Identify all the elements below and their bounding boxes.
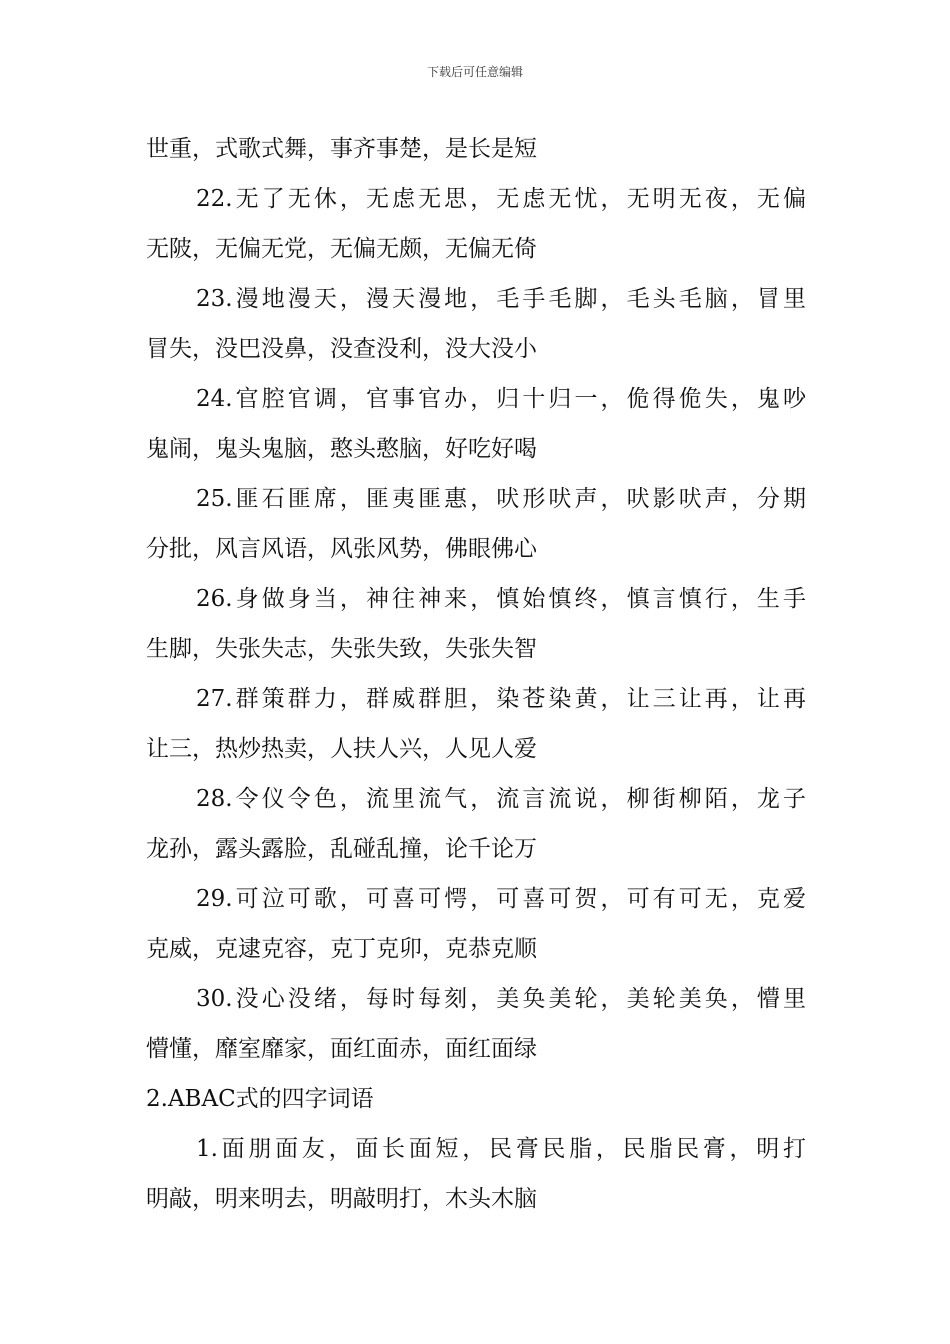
text-line: 鬼闹，鬼头鬼脑，憨头憨脑，好吃好喝 bbox=[146, 436, 537, 462]
text-line: 28.令仪令色，流里流气，流言流说，柳街柳陌，龙子 bbox=[196, 786, 806, 812]
text-line: 25.匪石匪席，匪夷匪惠，吠形吠声，吠影吠声，分期 bbox=[196, 486, 806, 512]
text-line: 22.无了无休，无虑无思，无虑无忧，无明无夜，无偏 bbox=[196, 186, 806, 212]
section-heading: 2.ABAC式的四字词语 bbox=[146, 1086, 374, 1112]
text-line: 明敲，明来明去，明敲明打，木头木脑 bbox=[146, 1186, 537, 1212]
text-line: 29.可泣可歌，可喜可愕，可喜可贺，可有可无，克爱 bbox=[196, 886, 806, 912]
text-line: 23.漫地漫天，漫天漫地，毛手毛脚，毛头毛脑，冒里 bbox=[196, 286, 806, 312]
text-line: 无陂，无偏无党，无偏无颇，无偏无倚 bbox=[146, 236, 537, 262]
text-line: 27.群策群力，群威群胆，染苍染黄，让三让再，让再 bbox=[196, 686, 806, 712]
document-body bbox=[146, 124, 806, 1224]
text-line: 冒失，没巴没鼻，没查没利，没大没小 bbox=[146, 336, 537, 362]
text-line: 克威，克逮克容，克丁克卯，克恭克顺 bbox=[146, 936, 537, 962]
text-line: 24.官腔官调，官事官办，归十归一，佹得佹失，鬼吵 bbox=[196, 386, 806, 412]
text-line: 分批，风言风语，风张风势，佛眼佛心 bbox=[146, 536, 537, 562]
text-line: 1.面朋面友，面长面短，民膏民脂，民脂民膏，明打 bbox=[196, 1136, 806, 1162]
text-line: 26.身做身当，神往神来，慎始慎终，慎言慎行，生手 bbox=[196, 586, 806, 612]
text-line: 生脚，失张失志，失张失致，失张失智 bbox=[146, 636, 537, 662]
text-line: 让三，热炒热卖，人扶人兴，人见人爱 bbox=[146, 736, 537, 762]
text-line: 懵懂，靡室靡家，面红面赤，面红面绿 bbox=[146, 1036, 537, 1062]
page-header: 下载后可任意编辑 bbox=[426, 65, 523, 79]
text-line: 龙孙，露头露脸，乱碰乱撞，论千论万 bbox=[146, 836, 537, 862]
text-line: 30.没心没绪，每时每刻，美奂美轮，美轮美奂，懵里 bbox=[196, 986, 806, 1012]
text-line: 世重，式歌式舞，事齐事楚，是长是短 bbox=[146, 136, 537, 162]
